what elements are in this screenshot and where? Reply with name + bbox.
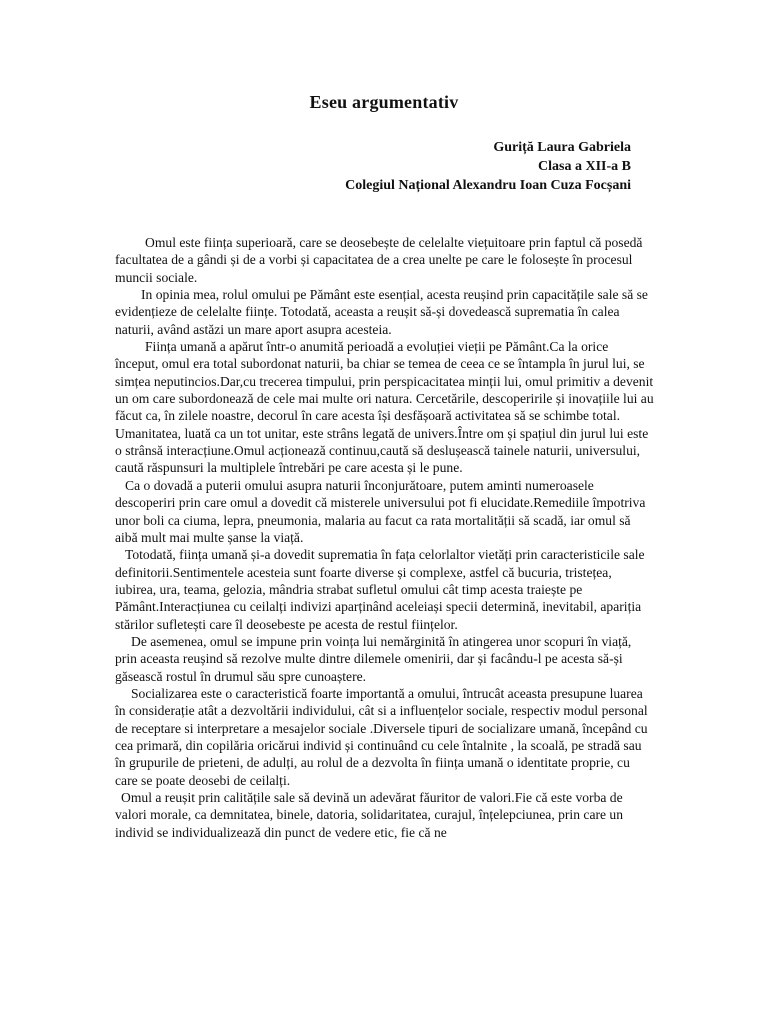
paragraph: Socializarea este o caracteristică foarte importantă a omului, întrucât aceasta presupune luarea în considerație atât a dezvoltării individului, cât si a influențelor sociale, respectiv modul personal de receptare si interpretare a mesajelor sociale .Diversele tipuri de socializare umană, începând cu cea primară, din copilăria oricărui individ și continuând cu cele întalnite , la scoală, pe stradă sau în grupurile de prieteni, de adulți, au rolul de a dezvolta în ființa umană o identitate proprie, cu care se poate deosebi de ceilalți. <box>115 685 648 788</box>
paragraph: Omul a reușit prin calitățile sale să devină un adevărat făuritor de valori.Fie că este vorba de valori morale, ca demnitatea, binele, datoria, solidaritatea, curajul, înțelepciunea, prin care un individ se individualizează din punct de vedere etic, fie că ne <box>115 790 624 840</box>
paragraph: Ca o dovadă a puterii omului asupra naturii înconjurătoare, putem aminti numeroasele descoperiri prin care omul a dovedit că misterele universului pot fi elucidate.Remediile împotriva unor boli ca ciuma, lepra, pneumonia, malaria au facut ca rata mortalității să scadă, iar omul să aibă mult mai multe șanse la viață. <box>115 477 646 545</box>
paragraph: Omul este ființa superioară, care se deosebește de celelalte viețuitoare prin faptul că posedă facultatea de a gândi și de a vorbi și capacitatea de a crea unelte pe care le folosește în procesul muncii sociale. <box>115 235 643 285</box>
paragraph: De asemenea, omul se impune prin voința lui nemărginită în atingerea unor scopuri în viață, prin aceasta reușind să rezolve multe dintre dilemele omenirii, dar și facându-l pe acesta să-și găsească rostul în drumul său spre cunoaștere. <box>115 633 632 684</box>
paragraph: Umanitatea, luată ca un tot unitar, este strâns legată de univers.Între om și spațiul din jurul lui este o strânsă interacțiune.Omul acționează continuu,caută să deslușească tainele naturii, universului, caută răspunsuri la multiplele întrebări pe care acesta și le pune. <box>115 425 649 476</box>
paragraph: Ființa umană a apărut într-o anumită perioadă a evoluției vieții pe Pământ.Ca la orice început, omul era total subordonat naturii, ba chiar se temea de ceea ce se întampla în jurul lui, se simțea neputincios.Dar,cu trecerea timpului, prin perspicacitatea minții lui, omul primitiv a devenit un om care subordonează de cele mai multe ori natura. Cercetările, descoperirile și inovațiile lui au făcut ca, în zilele noastre, decorul în care acesta își desfășoară activitatea să se schimbe total. <box>115 339 654 424</box>
paragraph: In opinia mea, rolul omului pe Pământ este esențial, acesta reușind prin capacitățile sale să se evidențieze de celelalte ființe. Totodată, aceasta a reușit să-și dovedească suprematia în calea naturii, având astăzi un mare aport asupra acesteia. <box>115 287 648 337</box>
author-name: Guriță Laura Gabriela <box>493 140 631 155</box>
author-block <box>345 138 631 195</box>
essay-body <box>115 234 655 841</box>
paragraph: Totodată, ființa umană și-a dovedit suprematia în fața celorlaltor vietăți prin caracteristicile sale definitorii.Sentimentele acesteia sunt foarte diverse și complexe, astfel că bucuria, tristețea, iubirea, ura, teama, gelozia, mândria strabat sufletul omului cât timp acesta traiește pe Pământ.Interacțiunea cu ceilalți indivizi aparținând aceleiași specii determină, inevitabil, apariția stărilor sufletești care îl deosebeste pe acesta de restul ființelor. <box>115 547 645 632</box>
author-class: Clasa a XII-a B <box>538 159 631 174</box>
document-title: Eseu argumentativ <box>309 92 459 112</box>
author-school: Colegiul Național Alexandru Ioan Cuza Focșani <box>345 178 631 193</box>
